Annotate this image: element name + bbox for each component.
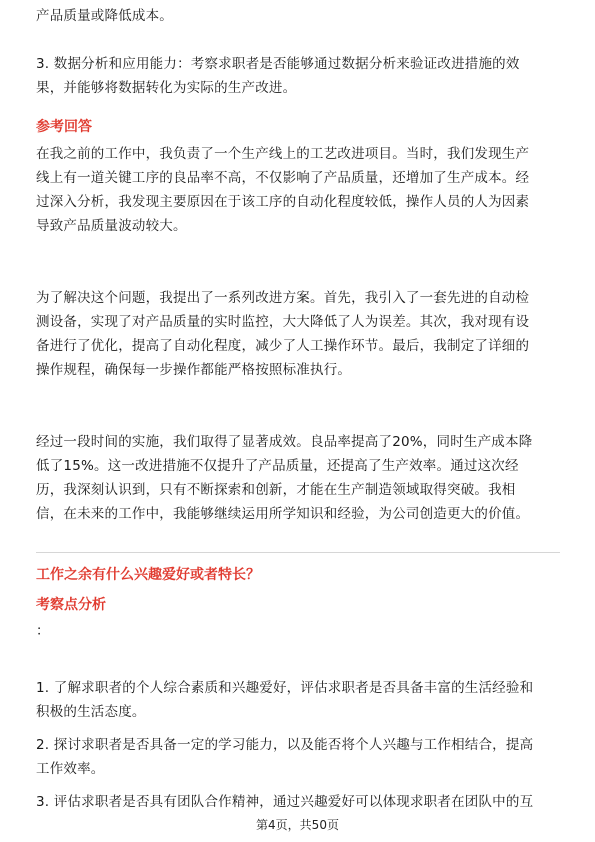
text-line: 历，我深刻认识到，只有不断探索和创新，才能在生产制造领域取得突破。我相	[36, 482, 516, 498]
text-line: 积极的生活态度。	[36, 704, 146, 720]
analysis-heading: 考察点分析	[36, 597, 106, 613]
text-line: 3. 数据分析和应用能力：考察求职者是否能够通过数据分析来验证改进措施的效	[36, 56, 520, 72]
analysis-item-1	[36, 676, 562, 724]
text-line: 1. 了解求职者的个人综合素质和兴趣爱好，评估求职者是否具备丰富的生活经验和	[36, 680, 534, 696]
text-line: 备进行了优化，提高了自动化程度，减少了人工操作环节。最后，我制定了详细的	[36, 338, 530, 354]
text-line: 信，在未来的工作中，我能够继续运用所学知识和经验，为公司创造更大的价值。	[36, 506, 530, 522]
text-line: 操作规程，确保每一步操作都能严格按照标准执行。	[36, 362, 352, 378]
analysis-item-3	[36, 790, 562, 814]
colon-line	[36, 619, 562, 643]
text-line: 低了15%。这一改进措施不仅提升了产品质量，还提高了生产效率。通过这次经	[36, 458, 519, 474]
answer-paragraph-2	[36, 286, 562, 382]
text-line: 过深入分析，我发现主要原因在于该工序的自动化程度较低，操作人员的人为因素	[36, 194, 530, 210]
text-line: 果，并能够将数据转化为实际的生产改进。	[36, 80, 297, 96]
analysis-item-2	[36, 733, 562, 781]
page-number-footer: 第4页，共50页	[256, 818, 339, 832]
text-line: 产品质量或降低成本。	[36, 8, 173, 24]
question-title: 工作之余有什么兴趣爱好或者特长？	[36, 567, 260, 583]
point3-paragraph	[36, 52, 562, 100]
text-line: 导致产品质量波动较大。	[36, 218, 187, 234]
text-line: ：	[36, 623, 50, 639]
intro-tail-paragraph	[36, 4, 562, 28]
text-line: 为了解决这个问题，我提出了一系列改进方案。首先，我引入了一套先进的自动检	[36, 290, 530, 306]
reference-answer-heading: 参考回答	[36, 119, 92, 135]
text-line: 线上有一道关键工序的良品率不高，不仅影响了产品质量，还增加了生产成本。经	[36, 170, 530, 186]
answer-paragraph-1	[36, 142, 562, 238]
text-line: 2. 探讨求职者是否具备一定的学习能力，以及能否将个人兴趣与工作相结合，提高	[36, 737, 534, 753]
text-line: 经过一段时间的实施，我们取得了显著成效。良品率提高了20%，同时生产成本降	[36, 434, 533, 450]
text-line: 3. 评估求职者是否具有团队合作精神，通过兴趣爱好可以体现求职者在团队中的互	[36, 794, 534, 810]
section-divider	[36, 552, 560, 553]
answer-paragraph-3	[36, 430, 562, 526]
text-line: 工作效率。	[36, 761, 105, 777]
text-line: 测设备，实现了对产品质量的实时监控，大大降低了人为误差。其次，我对现有设	[36, 314, 530, 330]
text-line: 在我之前的工作中，我负责了一个生产线上的工艺改进项目。当时，我们发现生产	[36, 146, 530, 162]
